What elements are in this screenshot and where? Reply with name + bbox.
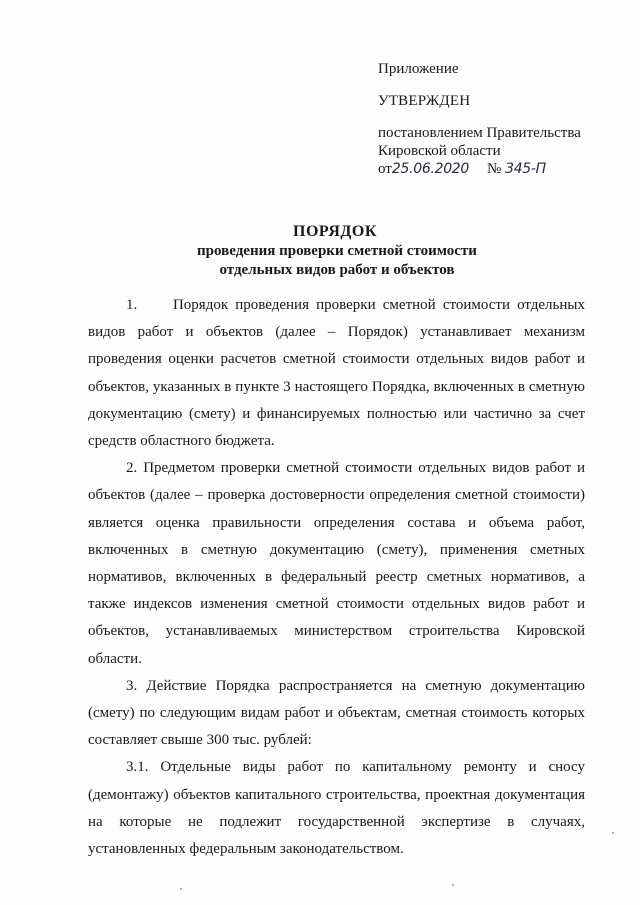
document-subtitle-line-2: отдельных видов работ и объектов — [219, 262, 455, 278]
scan-speck — [180, 888, 182, 890]
decree-reference — [378, 124, 618, 178]
approved-label: УТВЕРЖДЕН — [378, 93, 471, 109]
approval-block — [378, 60, 618, 178]
paragraph-3: 3. Действие Порядка распространяется на сметную документацию (смету) по следующим видам работ и объектам, сметная стоимость которых составляет свыше 300 тыс. рублей: — [88, 677, 585, 749]
scan-speck — [452, 884, 454, 886]
document-subtitle-line-1: проведения проверки сметной стоимости — [197, 243, 477, 259]
appendix-label: Приложение — [378, 61, 459, 77]
paragraph-2: 2. Предметом проверки сметной стоимости отдельных видов работ и объектов (далее – проверка достоверности определения сметной стоимости) является оценка правильности определения состава и объема работ, включенных в сметную документацию (смету), применения сметных нормативов, включенных в федеральный реестр сметных нормативов, а также индексов изменения сметной стоимости отдельных видов работ и объектов, устанавливаемых министерством строительства Кировской области. — [88, 460, 585, 667]
number-prefix: № — [487, 161, 502, 177]
paragraph-1: 1. Порядок проведения проверки сметной стоимости отдельных видов работ и объектов (далее – Порядок) устанавливает механизм проведения оценки расчетов сметной стоимости отдельных видов работ и объектов, указанных в пункте 3 настоящего Порядка, включенных в сметную документацию (смету) и финансируемых полностью или частично за счет средств областного бюджета. — [88, 297, 585, 450]
document-title: ПОРЯДОК — [293, 223, 377, 240]
document-title-block — [0, 222, 640, 280]
date-prefix: от — [378, 161, 392, 177]
decree-number: 345-П — [505, 161, 546, 177]
decree-date-line — [378, 160, 618, 178]
decree-line-1: постановлением Правительства — [378, 125, 581, 141]
document-body — [88, 292, 585, 863]
paragraph-3-1: 3.1. Отдельные виды работ по капитальному ремонту и сносу (демонтажу) объектов капитального строительства, проектная документация на которые не подлежит государственной экспертизе в случаях, установленных федеральным законодательством. — [88, 759, 585, 858]
decree-line-2: Кировской области — [378, 143, 501, 159]
decree-date: 25.06.2020 — [391, 161, 470, 177]
scan-speck — [612, 832, 614, 834]
